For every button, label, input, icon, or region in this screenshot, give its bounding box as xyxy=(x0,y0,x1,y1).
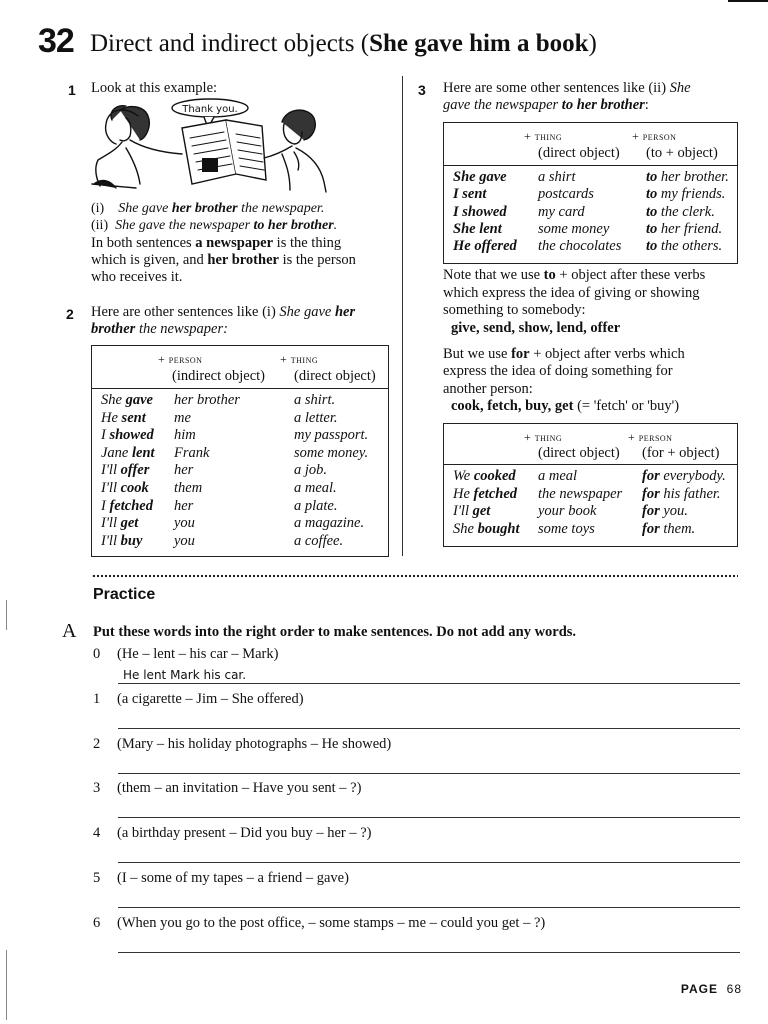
answer-line[interactable] xyxy=(118,817,740,818)
table-cell-subject-verb xyxy=(101,498,153,515)
table-cell-person xyxy=(646,238,722,255)
table-cell-person: her brother xyxy=(174,392,240,408)
table-cell-subject-verb: She gave xyxy=(453,169,507,185)
table-cell-person: her xyxy=(174,462,194,479)
table-cell-thing: postcards xyxy=(538,186,594,203)
table-cell-person xyxy=(642,503,688,520)
section-intro: brother the newspaper: xyxy=(91,321,228,337)
item-prompt: (a cigarette – Jim – She offered) xyxy=(117,690,304,707)
answer-line[interactable] xyxy=(118,952,740,953)
table-cell-subject-verb xyxy=(453,503,490,520)
answer-line[interactable] xyxy=(118,773,740,774)
recipient: her brother. xyxy=(657,169,729,185)
verb: buy xyxy=(120,532,143,549)
page-number: PAGE 68 xyxy=(680,982,742,996)
table-cell-person xyxy=(646,221,722,238)
table-cell-person xyxy=(646,169,729,186)
unit-number: 32 xyxy=(38,22,74,60)
item-number: 1 xyxy=(93,690,101,707)
item-number: 3 xyxy=(93,780,101,797)
verb: get xyxy=(472,503,491,520)
example-answer: He lent Mark his car. xyxy=(123,668,247,682)
column-header: + person xyxy=(628,430,673,444)
verb: fetched xyxy=(109,497,153,514)
table-cell-thing: a plate. xyxy=(294,497,338,514)
verb: cooked xyxy=(473,468,516,484)
table-cell-thing: some money xyxy=(538,220,610,237)
subject: I xyxy=(101,497,110,514)
section-number: 1 xyxy=(68,82,76,98)
table-cell-person xyxy=(646,204,715,221)
table-cell-thing: your book xyxy=(538,503,597,520)
section-number: 3 xyxy=(418,82,426,98)
answer-line[interactable] xyxy=(118,907,740,908)
table-cell-thing: a letter. xyxy=(294,409,338,426)
table-cell-subject-verb xyxy=(101,480,149,497)
table-cell-subject-verb: He offered xyxy=(453,238,517,255)
explanation-line: which is given, and her brother is the person xyxy=(91,252,356,268)
section-intro: Look at this example: xyxy=(91,80,218,96)
item-number: 5 xyxy=(93,870,101,886)
table-cell-thing: a shirt. xyxy=(294,392,336,408)
table-cell-person: you xyxy=(174,532,195,549)
preposition: to xyxy=(646,220,658,237)
note-line: express the idea of doing something for xyxy=(443,363,673,379)
subject: She xyxy=(453,520,478,537)
verbs-for-list: cook, fetch, buy, get (= 'fetch' or 'buy') xyxy=(451,398,680,414)
explanation-line: In both sentences a newspaper is the thing xyxy=(91,235,342,251)
table-cell-thing: a job. xyxy=(294,462,328,479)
item-prompt: (I – some of my tapes – a friend – gave) xyxy=(117,870,349,886)
column-header: + person xyxy=(632,129,677,143)
verb: cook xyxy=(120,480,149,496)
subject: I'll xyxy=(101,532,121,549)
item-prompt: (When you go to the post office, – some stamps – me – could you get – ?) xyxy=(117,914,546,931)
table-cell-person: him xyxy=(174,427,196,444)
table-cell-thing: some toys xyxy=(538,520,595,537)
table-rule xyxy=(92,388,388,389)
table-cell-thing: my passport. xyxy=(294,427,369,444)
table-cell-person xyxy=(642,486,721,503)
column-header: + thing xyxy=(524,129,563,143)
table-cell-subject-verb xyxy=(101,427,154,444)
item-number: 0 xyxy=(93,646,101,662)
verb: showed xyxy=(109,427,154,444)
subject: I'll xyxy=(453,503,473,520)
subject: He xyxy=(101,409,122,426)
verb: offer xyxy=(120,462,150,479)
table-cell-thing: a shirt xyxy=(538,169,576,185)
preposition: for xyxy=(642,485,660,502)
table-cell-thing: a meal xyxy=(538,468,578,484)
column-header: + person xyxy=(158,352,203,366)
recipient: you. xyxy=(659,503,688,520)
page-title: Direct and indirect objects (She gave him a book) xyxy=(90,30,597,57)
margin-mark xyxy=(6,600,7,630)
recipient: them. xyxy=(659,520,696,537)
preposition: for xyxy=(642,468,660,484)
verb: bought xyxy=(477,520,520,537)
table-cell-person: her xyxy=(174,497,194,514)
table-cell-person xyxy=(646,186,725,203)
speech-bubble-text: Thank you. xyxy=(182,104,238,115)
note-line: Note that we use to + object after these verbs xyxy=(443,267,706,283)
note-line: another person: xyxy=(443,381,533,397)
explanation-line: who receives it. xyxy=(91,269,183,285)
table-cell-subject-verb xyxy=(453,521,519,538)
table-cell-person: me xyxy=(174,409,191,426)
answer-line[interactable] xyxy=(118,728,740,729)
verb: get xyxy=(120,515,139,532)
answer-line[interactable] xyxy=(118,683,740,684)
exercise-letter: A xyxy=(62,620,77,642)
margin-mark xyxy=(6,950,7,1020)
item-number: 4 xyxy=(93,825,101,842)
dotted-separator xyxy=(92,574,738,578)
item-number: 2 xyxy=(93,735,101,752)
verbs-to-list: give, send, show, lend, offer xyxy=(451,320,621,336)
table-cell-thing: some money. xyxy=(294,444,369,461)
recipient: my friends. xyxy=(657,186,726,203)
table-cell-subject-verb xyxy=(101,462,149,479)
recipient: the others. xyxy=(657,238,723,255)
table-cell-subject-verb: I sent xyxy=(453,186,487,203)
preposition: to xyxy=(646,203,658,220)
column-subheader: (direct object) xyxy=(294,368,376,384)
verb: sent xyxy=(121,409,146,426)
column-subheader: (indirect object) xyxy=(172,368,265,384)
table-cell-thing: a magazine. xyxy=(294,515,365,532)
subject: I xyxy=(101,427,110,444)
item-prompt: (Mary – his holiday photographs – He showed) xyxy=(117,735,392,752)
note-line: something to somebody: xyxy=(443,302,586,318)
table-rule xyxy=(444,165,737,166)
subject: I'll xyxy=(101,515,121,532)
column-divider xyxy=(402,76,403,556)
column-subheader: (for + object) xyxy=(642,445,720,461)
illustration-people-newspaper xyxy=(86,98,336,198)
preposition: for xyxy=(642,520,660,537)
table-cell-subject-verb xyxy=(453,486,517,503)
column-header: + thing xyxy=(280,352,319,366)
table-cell-person: you xyxy=(174,515,195,532)
table-cell-thing: my card xyxy=(538,203,585,220)
example-i: (i) She gave her brother the newspaper. xyxy=(91,201,325,216)
item-number: 6 xyxy=(93,914,101,931)
item-prompt: (a birthday present – Did you buy – her – ?) xyxy=(117,825,372,842)
answer-line[interactable] xyxy=(118,862,740,863)
section-number: 2 xyxy=(66,306,74,322)
practice-heading: Practice xyxy=(93,586,156,603)
verb: lent xyxy=(132,444,155,461)
table-cell-subject-verb: I showed xyxy=(453,203,507,220)
table-cell-person: them xyxy=(174,480,203,496)
table-cell-person: Frank xyxy=(174,444,210,461)
verb: fetched xyxy=(473,485,518,502)
table-cell-subject-verb xyxy=(101,515,138,532)
recipient: everybody. xyxy=(659,468,726,484)
table-cell-thing: a meal. xyxy=(294,480,337,496)
preposition: to xyxy=(646,238,658,255)
subject: He xyxy=(453,485,474,502)
section-intro: Here are some other sentences like (ii) She xyxy=(443,80,691,96)
column-subheader: (to + object) xyxy=(646,145,718,161)
section-intro: Here are other sentences like (i) She gave her xyxy=(91,304,356,320)
table-cell-subject-verb: She lent xyxy=(453,220,502,237)
column-subheader: (direct object) xyxy=(538,445,620,461)
subject: Jane xyxy=(101,444,132,461)
recipient: the clerk. xyxy=(657,203,715,220)
table-cell-subject-verb xyxy=(453,468,516,485)
exercise-instruction: Put these words into the right order to make sentences. Do not add any words. xyxy=(93,624,577,640)
note-line: But we use for + object after verbs which xyxy=(443,346,685,362)
table-cell-subject-verb xyxy=(101,410,146,427)
table-cell-subject-verb xyxy=(101,533,142,550)
table-cell-thing: the chocolates xyxy=(538,238,622,255)
table-person-thing xyxy=(91,345,389,557)
top-edge-rule xyxy=(728,0,768,2)
table-cell-person xyxy=(642,521,695,538)
recipient: his father. xyxy=(659,485,721,502)
item-prompt: (He – lent – his car – Mark) xyxy=(117,646,279,662)
subject: I'll xyxy=(101,480,121,496)
recipient: her friend. xyxy=(657,220,723,237)
preposition: to xyxy=(646,186,658,203)
note-line: which express the idea of giving or showing xyxy=(443,285,700,301)
table-cell-thing: a coffee. xyxy=(294,532,344,549)
subject: She xyxy=(101,392,126,408)
column-subheader: (direct object) xyxy=(538,145,620,161)
table-cell-thing: the newspaper xyxy=(538,485,623,502)
table-thing-for-person xyxy=(443,423,738,547)
preposition: to xyxy=(646,169,658,185)
table-cell-subject-verb xyxy=(101,445,155,462)
verb: gave xyxy=(125,392,153,408)
example-ii: (ii) She gave the newspaper to her brother. xyxy=(91,218,338,233)
table-rule xyxy=(444,464,737,465)
table-cell-subject-verb xyxy=(101,392,153,409)
table-thing-to-person xyxy=(443,122,738,264)
subject: We xyxy=(453,468,474,484)
item-prompt: (them – an invitation – Have you sent – ?) xyxy=(117,780,362,797)
section-intro: gave the newspaper to her brother: xyxy=(443,97,649,113)
preposition: for xyxy=(642,503,660,520)
table-cell-person xyxy=(642,468,726,485)
column-header: + thing xyxy=(524,430,563,444)
subject: I'll xyxy=(101,462,121,479)
